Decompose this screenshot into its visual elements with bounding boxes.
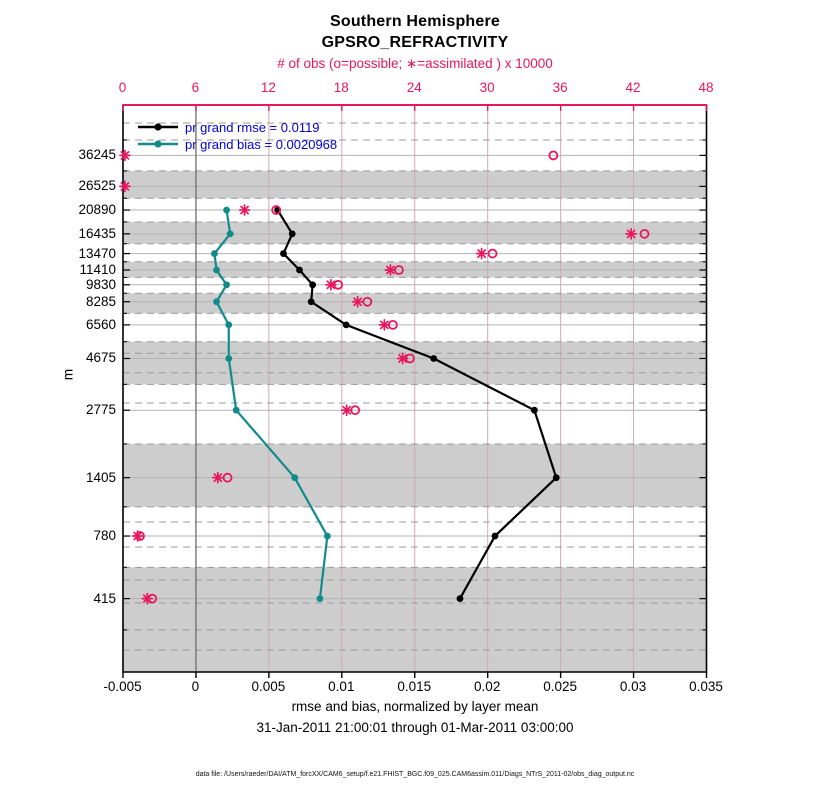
bias-point [316, 595, 323, 602]
bias-point [213, 298, 220, 305]
bias-point [213, 267, 220, 274]
bottom-axis-tick-label: 0.01 [328, 679, 355, 694]
bias-point [225, 355, 232, 362]
bottom-axis-tick-label: 0.02 [474, 679, 501, 694]
rmse-point [280, 250, 287, 257]
top-axis-tick-label: 30 [479, 80, 495, 95]
top-axis-tick-label: 18 [333, 80, 349, 95]
bottom-axis-tick-label: 0.025 [543, 679, 578, 694]
bias-point [232, 407, 239, 414]
bottom-axis-tick-label: 0.005 [251, 679, 286, 694]
bottom-axis-tick-label: 0 [191, 679, 200, 694]
y-axis-tick-label: 415 [93, 590, 116, 606]
y-axis-tick-label: 6560 [85, 316, 116, 332]
top-axis-tick-label: 24 [406, 80, 422, 95]
top-axis-tick-label: 0 [118, 80, 127, 95]
y-axis-tick-label: 11410 [79, 262, 116, 278]
rmse-point [296, 267, 303, 274]
rmse-point [309, 281, 316, 288]
y-axis-label: m [60, 368, 76, 381]
rmse-point [342, 322, 349, 329]
y-axis-tick-label: 1405 [85, 469, 116, 485]
top-axis-tick-label: 42 [625, 80, 641, 95]
y-axis-tick-label: 20890 [78, 202, 116, 218]
y-axis-tick-label: 2775 [85, 402, 116, 418]
legend-bias-label: pr grand bias = 0.0020968 [185, 136, 338, 152]
top-axis-tick-label: 12 [260, 80, 276, 95]
rmse-point [456, 595, 463, 602]
y-axis-tick-label: 4675 [85, 350, 116, 366]
y-axis-tick-label: 8285 [85, 293, 116, 309]
chart-title-line2: GPSRO_REFRACTIVITY [321, 34, 509, 51]
bias-point [225, 322, 232, 329]
bottom-axis-tick-label: 0.035 [689, 679, 723, 694]
y-axis-tick-label: 16435 [78, 225, 116, 241]
legend-item-rmse [137, 120, 320, 134]
rmse-point [430, 355, 437, 362]
data-file-footer: data file: /Users/raeder/DAI/ATM_forcXX/CAM6_setup/f.e21.FHIST_BGC.f09_025.CAM6assim.011/Diags_NTrS_2011-02/obs_diag_output.nc [195, 771, 635, 778]
bias-point [211, 250, 218, 257]
top-axis-label: # of obs (o=possible; ∗=assimilated ) x 10000 [277, 56, 553, 71]
rmse-point [530, 407, 537, 414]
rmse-point [552, 474, 559, 481]
plot-area [123, 105, 707, 672]
legend-rmse-label: pr grand rmse = 0.0119 [185, 119, 320, 135]
top-axis-tick-label: 6 [191, 80, 200, 95]
legend-bias-line-sample [137, 138, 179, 150]
date-range-label: 31-Jan-2011 21:00:01 through 01-Mar-2011 03:00:00 [256, 720, 574, 735]
bias-point [323, 533, 330, 540]
y-axis-tick-label: 36245 [78, 147, 116, 163]
y-axis-tick-label: 13470 [78, 245, 116, 261]
bias-point [223, 281, 230, 288]
legend-item-bias [137, 137, 337, 151]
y-axis-tick-label: 26525 [78, 178, 116, 194]
bottom-axis-tick-label: -0.005 [103, 679, 142, 694]
y-axis-tick-label: 780 [93, 528, 116, 544]
top-axis-tick-label: 48 [698, 80, 714, 95]
plot-svg [123, 105, 707, 672]
bias-point [223, 207, 230, 214]
chart-title-line1: Southern Hemisphere [329, 13, 501, 30]
bottom-axis-tick-label: 0.03 [619, 679, 647, 694]
rmse-point [288, 230, 295, 237]
rmse-point [491, 533, 498, 540]
bias-point [291, 474, 298, 481]
bias-point [226, 230, 233, 237]
legend-rmse-line-sample [137, 121, 179, 133]
x-axis-label: rmse and bias, normalized by layer mean [291, 699, 539, 714]
rmse-point [307, 298, 314, 305]
top-axis-tick-label: 36 [552, 80, 568, 95]
y-axis-tick-label: 9830 [85, 276, 116, 292]
bottom-axis-tick-label: 0.015 [397, 679, 432, 694]
